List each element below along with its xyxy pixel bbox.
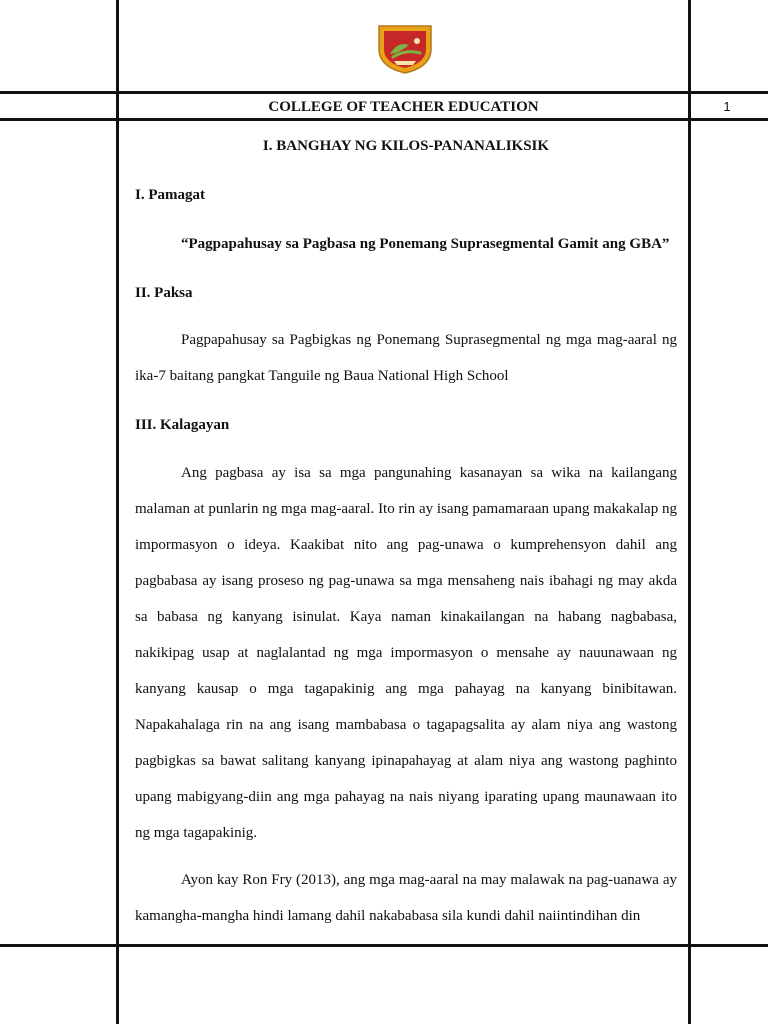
document-title: I. BANGHAY NG KILOS-PANANALIKSIK <box>262 138 550 154</box>
page-border-left <box>116 0 119 1024</box>
document-body <box>135 0 677 944</box>
research-title: “Pagpapahusay sa Pagbasa ng Ponemang Suprasegmental Gamit ang GBA” <box>181 236 670 252</box>
college-name: COLLEGE OF TEACHER EDUCATION <box>268 99 539 115</box>
section-heading-kalagayan: III. Kalagayan <box>135 417 230 433</box>
kalagayan-paragraph-1: Ang pagbasa ay isa sa mga pangunahing kasanayan sa wika na kailangang malaman at punlarin ng mga mag-aaral. Ito rin ay isang pamamaraan upang makakalap ng impormasyon o ideya. Kaakibat nito ang pag-unawa o kumprehensyon dahil ang pagbabasa ay isang proseso ng pag-unawa sa mga mensaheng nais ibahagi ng may akda sa babasa ng kanyang isinulat. Kaya naman kinakailangan na habang nagbabasa, nakikipag usap at naglalantad ng mga impormasyon o mensahe ay nauunawaan ng kanyang kausap o mga tagapakinig ang mga pahayag na kanyang binibitawan. Napakahalaga rin na ang isang mambabasa o tagapagsalita ay alam niya ang wastong pagbigkas sa bawat salitang kanyang ipinapahayag at alam niya ang wastong paghinto upang mabigyang-diin ang mga pahayag na nais niyang iparating upang maunawaan ito ng mga tagapakinig. <box>135 465 677 841</box>
paksa-paragraph: Pagpapahusay sa Pagbigkas ng Ponemang Suprasegmental ng mga mag-aaral ng ika-7 baitang pangkat Tanguile ng Baua National High School <box>135 332 677 384</box>
section-heading-paksa: II. Paksa <box>135 285 193 301</box>
page-number: 1 <box>723 99 731 114</box>
kalagayan-paragraph-2: Ayon kay Ron Fry (2013), ang mga mag-aaral na may malawak na pag-uanawa ay kamangha-mangha hindi lamang dahil nakababasa sila kundi dahil naiintindihan din <box>135 872 677 924</box>
footer-rule <box>0 944 768 947</box>
section-heading-pamagat: I. Pamagat <box>135 187 205 203</box>
page-border-right <box>688 0 691 1024</box>
